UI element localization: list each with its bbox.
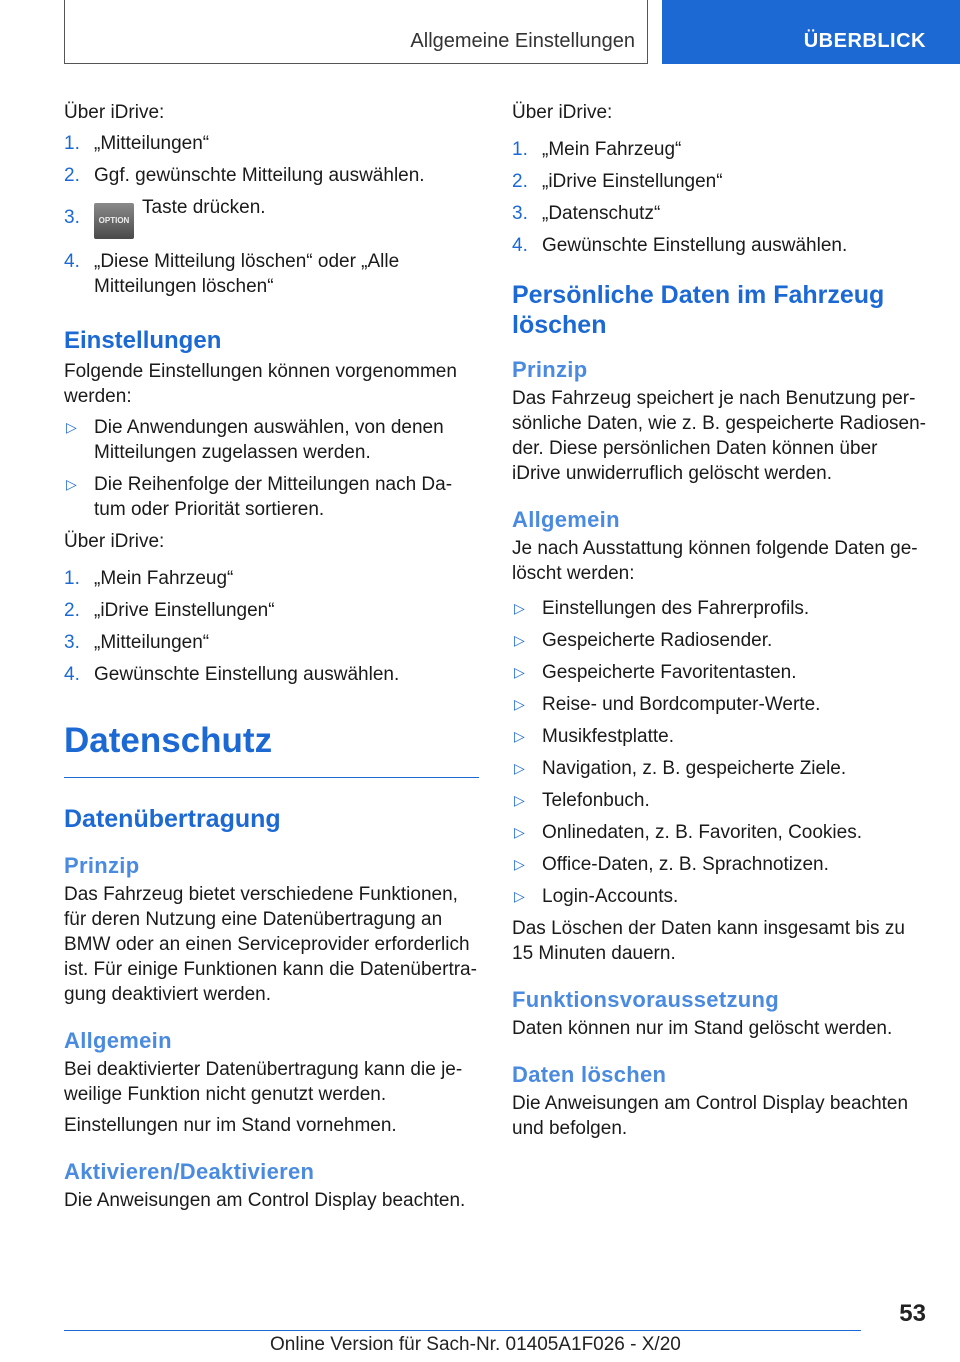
list-item (512, 169, 926, 194)
step-text: „Diese Mitteilung löschen“ oder „Alle Mitteilungen löschen“ (94, 251, 400, 297)
heading-datenschutz: Datenschutz (64, 721, 273, 760)
triangle-bullet-icon: ▷ (514, 632, 525, 648)
triangle-bullet-icon: ▷ (514, 888, 525, 904)
intro-text: Über iDrive: (64, 531, 165, 552)
step-number: 1. (512, 139, 528, 160)
section-title: Allgemeine Einstellungen (410, 30, 635, 52)
bullet-text: Musikfestplatte. (542, 726, 674, 747)
step-number: 2. (64, 600, 80, 621)
list-item (64, 662, 479, 687)
paragraph: Folgende Einstellungen können vorgenommen werden: (64, 361, 457, 407)
step-text: Ggf. gewünschte Mitteilung auswählen. (94, 165, 425, 186)
triangle-bullet-icon: ▷ (514, 728, 525, 744)
list-item (512, 788, 926, 813)
steps-list-3 (512, 137, 926, 258)
step-number: 3. (64, 632, 80, 653)
step-number: 2. (512, 171, 528, 192)
list-item (64, 598, 479, 623)
triangle-bullet-icon: ▷ (514, 792, 525, 808)
bullet-list (64, 415, 479, 522)
step-number: 1. (64, 133, 80, 154)
footer-rule (64, 1330, 861, 1331)
heading-daten-loeschen: Daten löschen (512, 1062, 667, 1087)
triangle-bullet-icon: ▷ (514, 824, 525, 840)
step-number: 3. (64, 207, 80, 228)
step-text: „Datenschutz“ (542, 203, 661, 224)
triangle-bullet-icon: ▷ (514, 600, 525, 616)
step-text: Taste drücken. (142, 197, 266, 218)
bullet-text: Onlinedaten, z. B. Favoriten, Cookies. (542, 822, 862, 843)
triangle-bullet-icon: ▷ (66, 419, 77, 435)
heading-rule (64, 777, 479, 778)
step-number: 1. (64, 568, 80, 589)
list-item (64, 630, 479, 655)
chapter-tab[interactable]: ÜBERBLICK (662, 0, 960, 64)
step-number: 3. (512, 203, 528, 224)
step-number: 4. (64, 251, 80, 272)
right-column (512, 100, 926, 1147)
list-item (512, 628, 926, 653)
list-item (512, 692, 926, 717)
bullet-text: Reise- und Bordcomputer-Werte. (542, 694, 821, 715)
bullet-text: Navigation, z. B. gespeicherte Ziele. (542, 758, 847, 779)
intro-text: Über iDrive: (512, 102, 613, 123)
footer-version-text: Online Version für Sach-Nr. 01405A1F026 - X/20 (270, 1334, 681, 1355)
list-item (512, 852, 926, 877)
step-number: 4. (64, 664, 80, 685)
list-item (512, 660, 926, 685)
list-item (64, 163, 479, 188)
bullet-text: Telefonbuch. (542, 790, 650, 811)
paragraph: Bei deaktivierter Datenübertragung kann die je-weilige Funktion nicht genutzt werden. (64, 1059, 463, 1105)
bullet-text: Gespeicherte Favoritentasten. (542, 662, 797, 683)
list-item (512, 820, 926, 845)
bullet-text: Einstellungen des Fahrerprofils. (542, 598, 810, 619)
triangle-bullet-icon: ▷ (514, 856, 525, 872)
list-item (64, 415, 479, 465)
bullet-text: Die Reihenfolge der Mitteilungen nach Da-tum oder Priorität sortieren. (94, 474, 453, 520)
triangle-bullet-icon: ▷ (514, 760, 525, 776)
triangle-bullet-icon: ▷ (66, 476, 77, 492)
list-item (512, 596, 926, 621)
heading-allgemein: Allgemein (64, 1028, 172, 1053)
option-button-icon: OPTION (94, 203, 134, 239)
bullet-text: Office-Daten, z. B. Sprachnotizen. (542, 854, 829, 875)
heading-prinzip: Prinzip (64, 853, 140, 878)
steps-list-1 (64, 131, 479, 299)
heading-datenuebertragung: Datenübertragung (64, 805, 281, 833)
step-text: Gewünschte Einstellung auswählen. (94, 664, 400, 685)
left-column (64, 100, 479, 1219)
list-item (64, 249, 479, 299)
list-item (64, 195, 479, 239)
bullet-text: Die Anwendungen auswählen, von denen Mitteilungen zugelassen werden. (94, 417, 444, 463)
heading-funktionsvoraussetzung: Funktionsvoraussetzung (512, 987, 779, 1012)
list-item (512, 137, 926, 162)
step-text: „Mitteilungen“ (94, 632, 210, 653)
heading-aktivieren: Aktivieren/Deaktivieren (64, 1159, 315, 1184)
bullet-text: Gespeicherte Radiosender. (542, 630, 773, 651)
triangle-bullet-icon: ▷ (514, 664, 525, 680)
paragraph: Daten können nur im Stand gelöscht werden. (512, 1018, 893, 1039)
triangle-bullet-icon: ▷ (514, 696, 525, 712)
paragraph: Das Fahrzeug bietet verschiedene Funktionen, für deren Nutzung eine Datenübertragung an BMW oder an einen Serviceprovider erforderlich ist. Für einige Funktionen kann die Datenübertra-gung deaktiviert werden. (64, 884, 477, 1005)
list-item (512, 756, 926, 781)
step-number: 2. (64, 165, 80, 186)
step-text: „Mitteilungen“ (94, 133, 210, 154)
step-number: 4. (512, 235, 528, 256)
list-item (512, 233, 926, 258)
step-text: „Mein Fahrzeug“ (542, 139, 682, 160)
paragraph: Die Anweisungen am Control Display beachten. (64, 1190, 466, 1211)
heading-einstellungen: Einstellungen (64, 327, 222, 354)
steps-list-2 (64, 566, 479, 687)
step-text: „Mein Fahrzeug“ (94, 568, 234, 589)
heading-prinzip: Prinzip (512, 357, 588, 382)
bullet-list (512, 596, 926, 909)
paragraph: Einstellungen nur im Stand vornehmen. (64, 1115, 397, 1136)
paragraph: Das Fahrzeug speichert je nach Benutzung per-sönliche Daten, wie z. B. gespeicherte Radiosen-der. Diese persönlichen Daten können über iDrive unwiderruflich gelöscht werden. (512, 388, 927, 484)
list-item (512, 884, 926, 909)
intro-text: Über iDrive: (64, 102, 165, 123)
step-text: „iDrive Einstellungen“ (542, 171, 723, 192)
list-item (64, 131, 479, 156)
list-item (64, 472, 479, 522)
bullet-text: Login-Accounts. (542, 886, 679, 907)
page-number: 53 (899, 1300, 926, 1327)
paragraph: Die Anweisungen am Control Display beachten und befolgen. (512, 1093, 909, 1139)
list-item (64, 566, 479, 591)
heading-allgemein: Allgemein (512, 507, 620, 532)
list-item (512, 201, 926, 226)
paragraph: Das Löschen der Daten kann insgesamt bis zu 15 Minuten dauern. (512, 918, 905, 964)
list-item (512, 724, 926, 749)
step-text: Gewünschte Einstellung auswählen. (542, 235, 848, 256)
header-frame (64, 0, 648, 64)
heading-persoenliche-daten: Persönliche Daten im Fahrzeug löschen (512, 281, 885, 339)
paragraph: Je nach Ausstattung können folgende Daten ge-löscht werden: (512, 538, 918, 584)
step-text: „iDrive Einstellungen“ (94, 600, 275, 621)
